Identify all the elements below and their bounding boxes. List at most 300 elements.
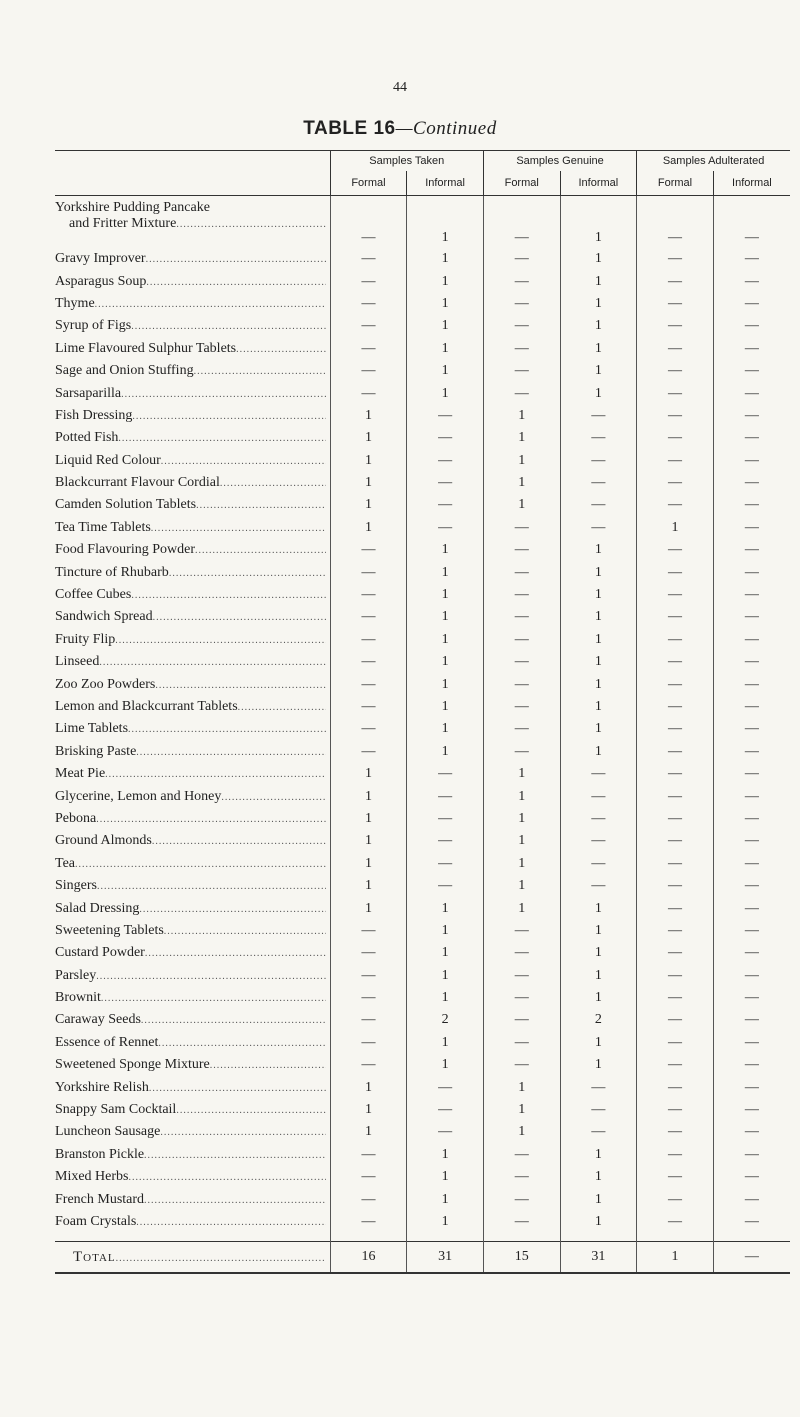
row-label-wrap: [55, 408, 330, 424]
leader-dots: [136, 1217, 325, 1228]
total-value: 15: [483, 1242, 560, 1274]
row-value: —: [330, 696, 407, 718]
row-label-wrap: [55, 789, 330, 805]
row-label-text: Tincture of Rhubarb: [55, 564, 169, 580]
row-value: —: [483, 1009, 560, 1031]
row-value: —: [483, 942, 560, 964]
row-label: [55, 450, 330, 472]
row-value: 1: [483, 472, 560, 494]
leader-dots: [164, 926, 326, 937]
row-value: —: [407, 472, 484, 494]
row-value: —: [330, 651, 407, 673]
row-value: —: [713, 382, 790, 404]
row-label-text: Fish Dressing: [55, 407, 133, 423]
row-value: —: [713, 696, 790, 718]
row-label: [55, 673, 330, 695]
table-row: [55, 270, 790, 292]
row-value: 1: [483, 785, 560, 807]
table-row: [55, 897, 790, 919]
row-label-wrap: [55, 542, 330, 558]
leader-dots: [195, 545, 326, 556]
row-value: —: [637, 382, 714, 404]
leader-dots: [132, 411, 325, 422]
table-row: [55, 920, 790, 942]
row-value: —: [713, 606, 790, 628]
table-row: [55, 763, 790, 785]
header-samples-adulterated: Samples Adulterated: [637, 151, 790, 172]
row-value: 1: [560, 196, 637, 249]
row-value: —: [637, 270, 714, 292]
leader-dots: [196, 500, 326, 511]
row-value: 1: [407, 584, 484, 606]
leader-dots: [146, 277, 325, 288]
leader-dots: [155, 680, 325, 691]
row-value: 1: [560, 673, 637, 695]
leader-dots: [160, 1127, 325, 1138]
row-value: —: [483, 1188, 560, 1210]
row-label-text: Sandwich Spread: [55, 609, 153, 625]
row-label-text: Lime Flavoured Sulphur Tablets: [55, 340, 237, 356]
leader-dots: [99, 657, 325, 668]
row-value: —: [330, 1166, 407, 1188]
row-value: 1: [407, 293, 484, 315]
table-title-main: TABLE 16: [303, 118, 396, 139]
row-value: —: [713, 315, 790, 337]
row-value: —: [637, 315, 714, 337]
row-label-text: and Fritter Mixture: [69, 216, 177, 231]
row-label-wrap: [55, 1214, 330, 1230]
row-value: 1: [483, 1099, 560, 1121]
row-label: [55, 539, 330, 561]
row-label-text: Camden Solution Tablets: [55, 497, 197, 513]
row-label-text: Parsley: [55, 967, 97, 983]
row-label: [55, 1144, 330, 1166]
spacer-cell: [637, 1233, 714, 1242]
spacer-cell: [483, 1233, 560, 1242]
row-value: —: [637, 1099, 714, 1121]
row-label: [55, 987, 330, 1009]
row-value: —: [483, 606, 560, 628]
row-value: —: [713, 1032, 790, 1054]
table-row: [55, 315, 790, 337]
row-value: —: [713, 741, 790, 763]
row-value: —: [330, 248, 407, 270]
row-label-text: Blackcurrant Flavour Cordial: [55, 475, 220, 491]
leader-dots: [131, 590, 325, 601]
row-value: 1: [407, 539, 484, 561]
header-blank: [55, 151, 330, 172]
row-value: —: [637, 808, 714, 830]
row-label-wrap: [55, 1080, 330, 1096]
spacer-cell: [560, 1233, 637, 1242]
table-row: [55, 830, 790, 852]
row-value: —: [713, 1144, 790, 1166]
row-label: [55, 897, 330, 919]
row-value: —: [713, 808, 790, 830]
row-label-text: French Mustard: [55, 1191, 145, 1207]
row-value: 1: [483, 494, 560, 516]
row-value: 2: [407, 1009, 484, 1031]
row-value: —: [483, 360, 560, 382]
table-row: [55, 382, 790, 404]
row-label: [55, 561, 330, 583]
row-label: [55, 696, 330, 718]
table-row: [55, 338, 790, 360]
table-row: [55, 293, 790, 315]
row-label: [55, 1121, 330, 1143]
row-value: 1: [407, 1144, 484, 1166]
row-label-text: Ground Almonds: [55, 833, 152, 849]
row-label-wrap: [55, 878, 330, 894]
row-value: —: [637, 1121, 714, 1143]
row-value: 1: [407, 673, 484, 695]
row-value: —: [637, 1076, 714, 1098]
row-value: —: [483, 561, 560, 583]
row-label: [55, 382, 330, 404]
leader-dots: [152, 836, 326, 847]
leader-dots: [116, 1253, 326, 1264]
row-value: 1: [560, 651, 637, 673]
row-label-text: Liquid Red Colour: [55, 452, 161, 468]
row-value: —: [407, 808, 484, 830]
row-value: —: [713, 539, 790, 561]
leader-dots: [158, 1038, 325, 1049]
row-label-wrap: [55, 386, 330, 402]
table-row: [55, 1211, 790, 1233]
row-value: —: [637, 196, 714, 249]
row-value: 1: [560, 382, 637, 404]
row-value: —: [713, 830, 790, 852]
row-label-line2: [55, 216, 330, 232]
row-label-wrap: [55, 923, 330, 939]
leader-dots: [101, 993, 326, 1004]
row-value: —: [483, 338, 560, 360]
row-value: 1: [330, 427, 407, 449]
row-label: [55, 1032, 330, 1054]
row-value: 1: [407, 696, 484, 718]
row-value: —: [560, 853, 637, 875]
table-row: [55, 1099, 790, 1121]
row-label-wrap: [55, 475, 330, 491]
row-value: —: [713, 338, 790, 360]
row-value: —: [713, 450, 790, 472]
row-value: —: [330, 1009, 407, 1031]
leader-dots: [176, 1105, 325, 1116]
row-label-text: Tea: [55, 855, 76, 871]
row-value: —: [330, 1054, 407, 1076]
total-value: 31: [560, 1242, 637, 1274]
row-value: —: [483, 1054, 560, 1076]
row-value: 1: [483, 853, 560, 875]
row-label: [55, 830, 330, 852]
row-value: —: [713, 629, 790, 651]
row-value: 1: [407, 1166, 484, 1188]
row-value: —: [713, 651, 790, 673]
table-row: [55, 875, 790, 897]
row-value: 1: [407, 897, 484, 919]
row-label-text: Mixed Herbs: [55, 1169, 129, 1185]
leader-dots: [121, 389, 326, 400]
total-value: —: [713, 1242, 790, 1274]
table-row: [55, 651, 790, 673]
row-value: —: [483, 248, 560, 270]
row-value: —: [637, 1211, 714, 1233]
row-label-wrap: [55, 251, 330, 267]
row-label-text: Syrup of Figs: [55, 318, 132, 334]
row-label-wrap: [55, 1057, 330, 1073]
row-label-text: Food Flavouring Powder: [55, 542, 195, 558]
row-value: 1: [407, 920, 484, 942]
row-value: —: [713, 360, 790, 382]
row-value: —: [560, 517, 637, 539]
row-value: 1: [560, 1166, 637, 1188]
row-label-wrap: [55, 1012, 330, 1028]
row-label-text: Linseed: [55, 654, 100, 670]
row-value: —: [637, 494, 714, 516]
row-value: 1: [407, 629, 484, 651]
row-label-wrap: [55, 1124, 330, 1140]
row-value: 1: [407, 561, 484, 583]
table-row: [55, 741, 790, 763]
row-value: —: [637, 1144, 714, 1166]
row-label: [55, 629, 330, 651]
row-label-text: Custard Powder: [55, 945, 145, 961]
row-value: 1: [407, 1211, 484, 1233]
leader-dots: [136, 747, 325, 758]
row-value: 1: [407, 651, 484, 673]
row-label-wrap: [55, 833, 330, 849]
row-label-text: Pebona: [55, 810, 97, 826]
spacer-row: [55, 1233, 790, 1242]
total-value: 1: [637, 1242, 714, 1274]
leader-dots: [144, 1195, 326, 1206]
row-value: —: [637, 1166, 714, 1188]
row-value: —: [713, 875, 790, 897]
row-label-wrap: [55, 341, 330, 357]
row-label: [55, 270, 330, 292]
table-row: [55, 1076, 790, 1098]
row-value: —: [637, 763, 714, 785]
row-value: 1: [330, 785, 407, 807]
row-label-wrap: [55, 1147, 330, 1163]
row-value: 1: [560, 248, 637, 270]
table-row: [55, 584, 790, 606]
row-value: —: [637, 293, 714, 315]
row-value: —: [483, 196, 560, 249]
row-value: 1: [330, 1076, 407, 1098]
table-row: [55, 853, 790, 875]
row-label-wrap: [55, 565, 330, 581]
row-label: [55, 763, 330, 785]
row-value: —: [560, 875, 637, 897]
row-label-wrap: [55, 677, 330, 693]
row-value: —: [637, 450, 714, 472]
leader-dots: [128, 724, 326, 735]
row-label-text: Branston Pickle: [55, 1146, 145, 1162]
row-value: —: [637, 785, 714, 807]
row-value: —: [407, 1099, 484, 1121]
table-row: [55, 942, 790, 964]
table-row: [55, 494, 790, 516]
spacer-cell: [407, 1233, 484, 1242]
row-label: [55, 875, 330, 897]
leader-dots: [210, 1060, 326, 1071]
row-value: —: [407, 763, 484, 785]
row-label-text: Sarsaparilla: [55, 385, 122, 401]
row-value: 1: [483, 875, 560, 897]
row-label-text: Tea Time Tablets: [55, 519, 151, 535]
row-value: —: [713, 561, 790, 583]
row-value: —: [407, 1121, 484, 1143]
row-label-wrap: [55, 318, 330, 334]
subheader-taken-informal: Informal: [407, 171, 484, 196]
leader-dots: [105, 769, 325, 780]
row-label-wrap: [55, 363, 330, 379]
row-value: —: [407, 830, 484, 852]
row-value: —: [330, 360, 407, 382]
table-row: [55, 785, 790, 807]
row-label: [55, 1054, 330, 1076]
row-value: —: [637, 629, 714, 651]
row-value: —: [637, 606, 714, 628]
row-value: —: [407, 875, 484, 897]
spacer-cell: [330, 1233, 407, 1242]
table-row: [55, 673, 790, 695]
row-value: —: [637, 897, 714, 919]
row-value: 1: [560, 539, 637, 561]
row-value: —: [483, 920, 560, 942]
row-value: —: [483, 539, 560, 561]
row-label-line1: Yorkshire Pudding Pancake: [55, 200, 210, 215]
row-label-text: Singers: [55, 878, 97, 894]
row-value: 1: [330, 875, 407, 897]
row-value: —: [483, 741, 560, 763]
row-label-wrap: [55, 990, 330, 1006]
row-label-wrap: [55, 1102, 330, 1118]
row-value: 1: [407, 606, 484, 628]
row-label-text: Potted Fish: [55, 430, 119, 446]
row-label: [55, 338, 330, 360]
subheader-genuine-formal: Formal: [483, 171, 560, 196]
leader-dots: [95, 299, 326, 310]
row-label-wrap: [55, 632, 330, 648]
row-value: —: [637, 584, 714, 606]
row-label: [55, 472, 330, 494]
row-value: 1: [560, 360, 637, 382]
row-value: 1: [560, 293, 637, 315]
row-value: —: [330, 1032, 407, 1054]
row-label-wrap: [55, 453, 330, 469]
row-value: —: [637, 942, 714, 964]
row-value: 1: [330, 450, 407, 472]
row-value: —: [330, 1211, 407, 1233]
leader-dots: [129, 1172, 326, 1183]
row-label-text: Brisking Paste: [55, 743, 137, 759]
row-value: —: [637, 561, 714, 583]
leader-dots: [96, 814, 325, 825]
row-label: [55, 965, 330, 987]
row-value: —: [637, 673, 714, 695]
row-value: 1: [560, 1032, 637, 1054]
row-value: —: [560, 763, 637, 785]
row-value: —: [713, 942, 790, 964]
row-label: [55, 405, 330, 427]
table-row: [55, 1009, 790, 1031]
row-value: —: [483, 1166, 560, 1188]
row-label-text: Caraway Seeds: [55, 1012, 141, 1028]
leader-dots: [146, 254, 326, 265]
leader-dots: [115, 635, 325, 646]
row-label-wrap: [55, 721, 330, 737]
row-value: —: [330, 920, 407, 942]
subheader-genuine-informal: Informal: [560, 171, 637, 196]
row-value: —: [637, 248, 714, 270]
leader-dots: [194, 366, 326, 377]
row-value: —: [483, 718, 560, 740]
page-number: 44: [393, 80, 407, 95]
table-row: [55, 808, 790, 830]
row-value: —: [713, 494, 790, 516]
row-label-text: Snappy Sam Cocktail: [55, 1102, 177, 1118]
row-value: 1: [330, 1099, 407, 1121]
row-value: —: [713, 763, 790, 785]
table-row: [55, 1188, 790, 1210]
leader-dots: [139, 904, 325, 915]
row-label-wrap: [55, 609, 330, 625]
row-value: 1: [330, 853, 407, 875]
leader-dots: [220, 478, 326, 489]
row-value: —: [713, 1211, 790, 1233]
row-value: 1: [560, 1144, 637, 1166]
row-value: 1: [407, 741, 484, 763]
row-label-wrap: [55, 699, 330, 715]
row-value: —: [713, 270, 790, 292]
row-label: [55, 853, 330, 875]
row-value: 1: [483, 405, 560, 427]
row-value: —: [713, 897, 790, 919]
row-label: [55, 942, 330, 964]
row-label: [55, 584, 330, 606]
row-value: —: [330, 629, 407, 651]
row-value: —: [483, 293, 560, 315]
row-value: —: [713, 785, 790, 807]
row-value: —: [330, 315, 407, 337]
row-label: [55, 606, 330, 628]
row-label-wrap: [55, 766, 330, 782]
row-value: —: [637, 718, 714, 740]
row-label: [55, 1076, 330, 1098]
row-value: 1: [560, 920, 637, 942]
row-label: [55, 1211, 330, 1233]
total-label-wrap: [73, 1249, 330, 1266]
row-value: —: [483, 673, 560, 695]
row-value: —: [407, 785, 484, 807]
row-value: —: [713, 718, 790, 740]
table-row: [55, 472, 790, 494]
leader-dots: [96, 971, 325, 982]
row-label-text: Yorkshire Relish: [55, 1079, 149, 1095]
row-value: —: [330, 942, 407, 964]
leader-dots: [169, 568, 326, 579]
row-value: —: [330, 293, 407, 315]
row-label-text: Fruity Flip: [55, 631, 116, 647]
row-value: —: [330, 718, 407, 740]
leader-dots: [236, 344, 326, 355]
row-value: 1: [560, 1054, 637, 1076]
row-value: —: [330, 1188, 407, 1210]
row-value: 1: [407, 270, 484, 292]
row-label: [55, 1188, 330, 1210]
